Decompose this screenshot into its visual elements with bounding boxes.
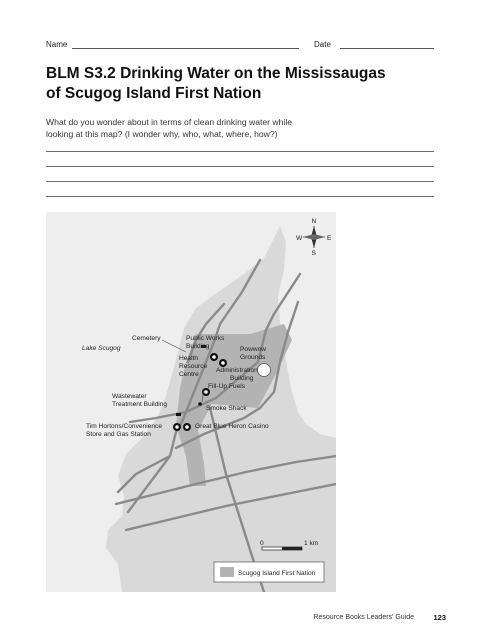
health-label-2: Resource	[179, 363, 208, 370]
compass-s: S	[311, 250, 316, 257]
legend-label: Scugog Island First Nation	[238, 570, 316, 577]
prompt-line-2: looking at this map? (I wonder why, who, what, where, how?)	[46, 129, 278, 139]
page-number: 123	[433, 613, 446, 622]
wastewater-label-2: Treatment Building	[112, 401, 168, 408]
fill-up-fuels-label: Fill-Up Fuels	[208, 383, 246, 390]
scugog-island-map	[46, 212, 336, 592]
wastewater-marker	[176, 413, 181, 416]
name-field[interactable]	[72, 48, 299, 49]
health-label-1: Health	[179, 355, 199, 362]
page-title	[46, 64, 446, 104]
question-prompt	[46, 116, 346, 140]
compass-w: W	[296, 235, 303, 242]
public-works-label-1: Public Works	[186, 335, 225, 342]
tim-hortons-label-1: Tim Hortons/Convenience	[86, 423, 162, 430]
date-field[interactable]	[340, 48, 434, 49]
powwow-label-2: Grounds	[240, 354, 266, 361]
compass-e: E	[327, 235, 332, 242]
name-label: Name	[46, 40, 68, 49]
wastewater-label-1: Wastewater	[112, 393, 147, 400]
health-label-3: Centre	[179, 371, 199, 378]
footer-guide-title: Resource Books Leaders' Guide	[313, 614, 414, 621]
administration-label-2: Building	[230, 375, 254, 382]
lake-label: Lake Scugog	[82, 345, 121, 352]
compass-n: N	[311, 218, 317, 225]
tim-hortons-label-2: Store and Gas Station	[86, 431, 151, 438]
smoke-shack-marker	[198, 402, 202, 406]
answer-line-1[interactable]	[46, 151, 434, 152]
answer-line-2[interactable]	[46, 166, 434, 167]
title-line-1: BLM S3.2 Drinking Water on the Mississaugas	[46, 65, 386, 82]
answer-line-4[interactable]	[46, 196, 434, 197]
powwow-grounds-marker	[258, 364, 271, 377]
prompt-line-1: What do you wonder about in terms of clean drinking water while	[46, 117, 293, 127]
public-works-label-2: Building	[186, 343, 210, 350]
scale-one-km: 1 km	[304, 540, 319, 547]
map-legend	[214, 562, 324, 582]
casino-label: Great Blue Heron Casino	[195, 423, 269, 430]
smoke-shack-label: Smoke Shack	[206, 405, 247, 412]
date-label: Date	[314, 40, 331, 49]
title-line-2: of Scugog Island First Nation	[46, 85, 262, 102]
legend-swatch	[220, 567, 234, 577]
answer-line-3[interactable]	[46, 181, 434, 182]
powwow-label-1: Powwow	[240, 346, 267, 353]
scale-zero: 0	[260, 540, 264, 547]
administration-label-1: Administration	[216, 367, 258, 374]
cemetery-label: Cemetery	[132, 335, 161, 342]
